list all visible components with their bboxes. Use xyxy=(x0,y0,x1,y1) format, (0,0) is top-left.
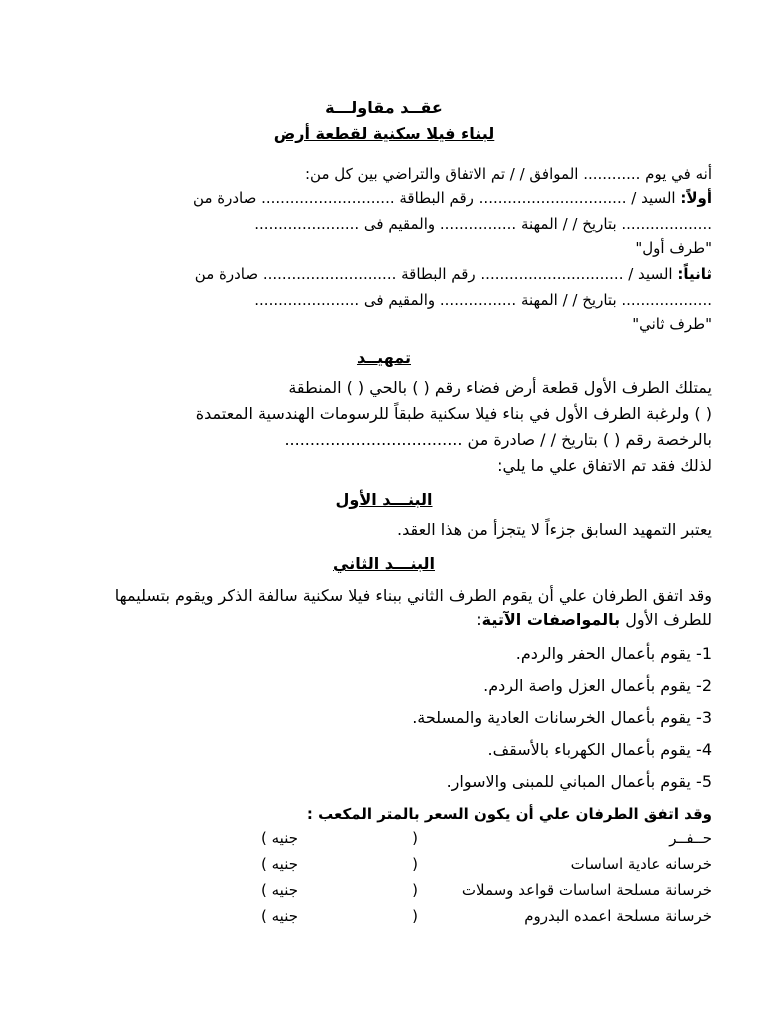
price-unit: جنيه ) xyxy=(261,907,298,925)
price-open-paren: ( xyxy=(412,829,418,847)
spec-item: 3- يقوم بأعمال الخرسانات العادية والمسلحة. xyxy=(412,708,712,727)
preamble-line4: لذلك فقد تم الاتفاق علي ما يلي: xyxy=(497,456,712,475)
contract-title: عقــد مقاولـــة xyxy=(325,98,443,117)
price-item-name: حــفــر xyxy=(669,829,712,847)
price-open-paren: ( xyxy=(412,881,418,899)
clause2-line2-suffix: : xyxy=(476,610,482,629)
first-party-role: "طرف أول" xyxy=(635,239,712,257)
preamble-line1: يمتلك الطرف الأول قطعة أرض فضاء رقم ( ) بالحي ( ) المنطقة xyxy=(288,378,712,397)
prices-heading: وقد اتفق الطرفان علي أن يكون السعر بالمتر المكعب : xyxy=(306,805,712,823)
spec-item: 1- يقوم بأعمال الحفر والردم. xyxy=(515,644,712,663)
first-party-label: أولاً: xyxy=(680,189,712,207)
clause2-heading: البنـــد الثاني xyxy=(333,554,435,573)
spec-item: 4- يقوم بأعمال الكهرباء بالأسقف. xyxy=(487,740,712,759)
price-item-name: خرسانة مسلحة اعمده البدروم xyxy=(524,907,712,925)
clause2-line1: وقد اتفق الطرفان علي أن يقوم الطرف الثاني ببناء فيلا سكنية سالفة الذكر ويقوم بتسليمها xyxy=(114,586,712,605)
price-unit: جنيه ) xyxy=(261,855,298,873)
clause2-line2 xyxy=(52,610,712,630)
first-party-line1 xyxy=(52,188,712,208)
spec-item: 2- يقوم بأعمال العزل واصة الردم. xyxy=(483,676,712,695)
first-party-details: السيد / ............................... رقم البطاقة ............................ صادرة من xyxy=(193,189,681,207)
price-item-name: خرسانه عادية اساسات xyxy=(570,855,712,873)
contract-subtitle: لبناء فيلا سكنية لقطعة أرض xyxy=(273,124,495,143)
clause1-text: يعتبر التمهيد السابق جزءاً لا يتجزأ من هذا العقد. xyxy=(397,520,712,539)
price-unit: جنيه ) xyxy=(261,881,298,899)
second-party-role: "طرف ثاني" xyxy=(632,315,712,333)
second-party-details: السيد / .............................. رقم البطاقة ............................ صادرة من xyxy=(194,265,678,283)
price-unit: جنيه ) xyxy=(261,829,298,847)
second-party-line1 xyxy=(52,264,712,284)
preamble-line2: ( ) ولرغبة الطرف الأول في بناء فيلا سكنية طبقاً للرسومات الهندسية المعتمدة xyxy=(195,404,712,423)
price-open-paren: ( xyxy=(412,855,418,873)
second-party-label: ثانياً: xyxy=(677,265,712,283)
spec-item: 5- يقوم بأعمال المباني للمبنى والاسوار. xyxy=(446,772,712,791)
clause1-heading: البنـــد الأول xyxy=(335,490,433,509)
clause2-line2-prefix: للطرف الأول xyxy=(620,610,712,629)
price-item-name: خرسانة مسلحة اساسات قواعد وسملات xyxy=(461,881,712,899)
price-open-paren: ( xyxy=(412,907,418,925)
preamble-heading: تمهيــد xyxy=(356,348,411,367)
clause2-specs-label: بالمواصفات الآتية xyxy=(481,610,621,629)
preamble-line3: بالرخصة رقم ( ) بتاريخ / / صادرة من ................................... xyxy=(284,430,712,449)
first-party-line2: ................... بتاريخ / / المهنة ................ والمقيم فى ...................... xyxy=(254,215,712,233)
second-party-line2: ................... بتاريخ / / المهنة ................ والمقيم فى ...................... xyxy=(254,291,712,309)
intro-date-line: أنه في يوم ............ الموافق / / تم الاتفاق والتراضي بين كل من: xyxy=(305,165,712,183)
